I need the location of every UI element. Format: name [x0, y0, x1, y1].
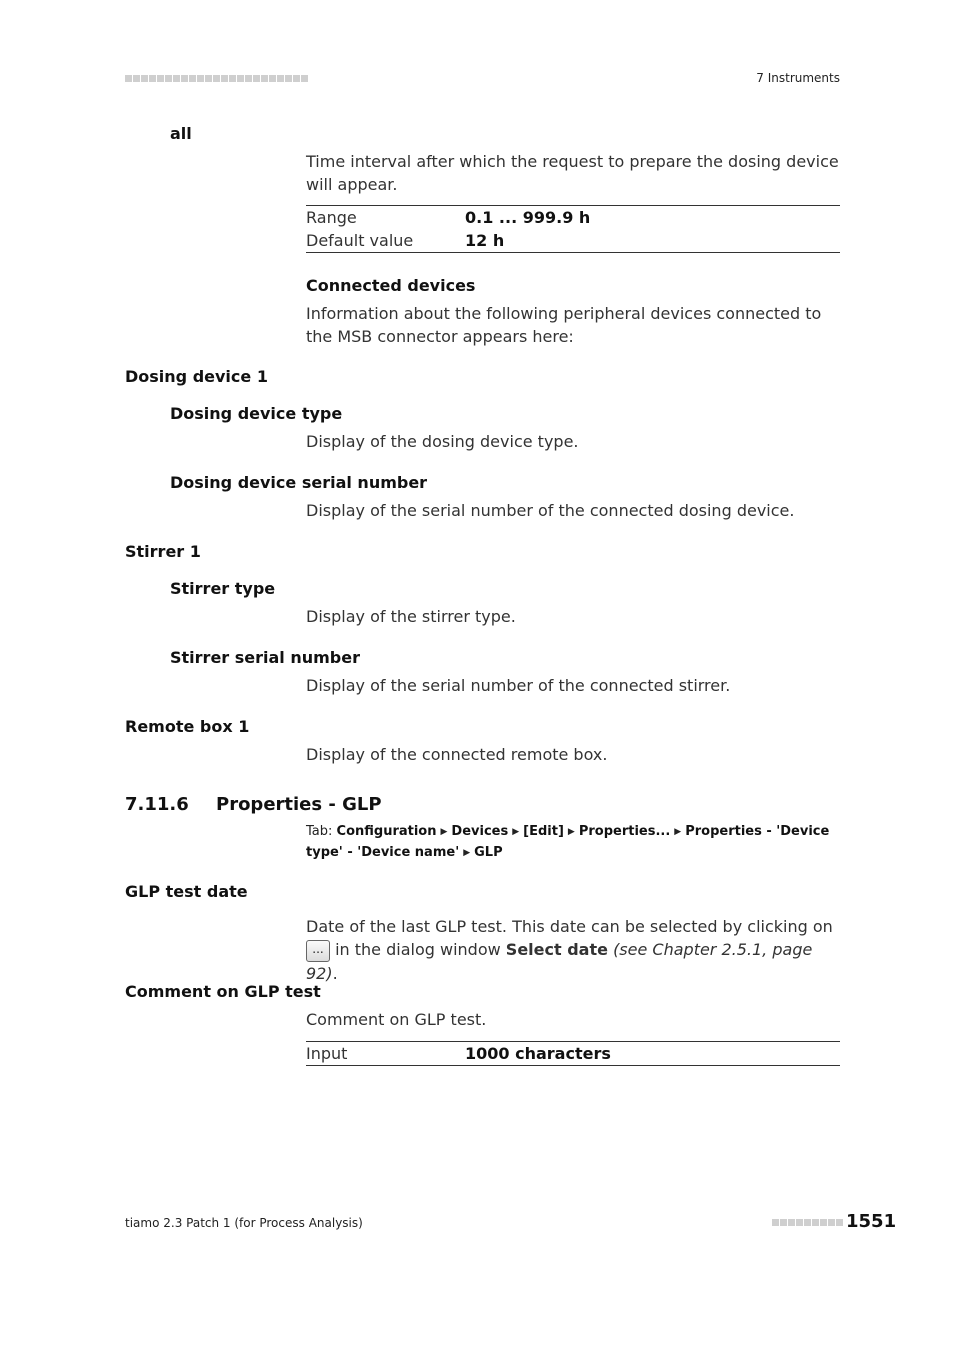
- stirrer-title: Stirrer 1: [125, 542, 201, 561]
- glp-desc-period: .: [332, 964, 338, 983]
- tab-path: [306, 822, 846, 864]
- dialog-name: Select date: [505, 940, 608, 959]
- stirrer-type-label: Stirrer type: [170, 579, 276, 598]
- dosing-device-serial-desc: Display of the serial number of the connected dosing device.: [306, 501, 795, 520]
- remote-box-title: Remote box 1: [125, 717, 250, 736]
- param-all-label: all: [170, 124, 192, 143]
- glp-test-date-title: GLP test date: [125, 882, 248, 901]
- path-arrow-icon: ▶: [512, 827, 520, 837]
- tab-prefix: Tab:: [306, 824, 333, 839]
- param-all-description: Time interval after which the request to prepare the dosing device will appear.: [306, 152, 839, 194]
- section-title: Properties - GLP: [216, 794, 382, 815]
- stirrer-type-desc: Display of the stirrer type.: [306, 607, 516, 626]
- comment-glp-title: Comment on GLP test: [125, 982, 321, 1001]
- footer-product: tiamo 2.3 Patch 1 (for Process Analysis): [125, 1216, 363, 1230]
- param-all-table: [306, 205, 840, 253]
- connected-devices-description: Information about the following peripheral devices connected to the MSB connector appears here:: [306, 304, 822, 346]
- path-arrow-icon: ▶: [674, 827, 682, 837]
- section-number: 7.11.6: [125, 794, 189, 815]
- glp-desc-part1: Date of the last GLP test. This date can be selected by clicking on: [306, 917, 833, 936]
- dosing-device-serial-label: Dosing device serial number: [170, 473, 428, 492]
- table-value: 12 h: [465, 231, 505, 250]
- connected-devices-title: Connected devices: [306, 276, 476, 295]
- dosing-device-type-label: Dosing device type: [170, 404, 343, 423]
- path-edit: [Edit]: [523, 824, 564, 839]
- remote-box-desc: Display of the connected remote box.: [306, 745, 608, 764]
- table-key: Range: [306, 208, 357, 227]
- table-key: Input: [306, 1044, 348, 1063]
- stirrer-serial-desc: Display of the serial number of the connected stirrer.: [306, 676, 731, 695]
- path-devices: Devices: [451, 824, 509, 839]
- footer-decoration: [772, 1219, 843, 1226]
- chapter-reference-link[interactable]: (see Chapter 2.5.1, page 92): [306, 940, 813, 983]
- table-row: [306, 1042, 840, 1065]
- table-value: 1000 characters: [465, 1044, 611, 1063]
- dosing-device-type-desc: Display of the dosing device type.: [306, 432, 579, 451]
- path-configuration: Configuration: [336, 824, 437, 839]
- table-key: Default value: [306, 231, 414, 250]
- table-row: [306, 229, 840, 252]
- path-arrow-icon: ▶: [440, 827, 448, 837]
- comment-glp-table: [306, 1041, 840, 1066]
- table-value: 0.1 ... 999.9 h: [465, 208, 591, 227]
- glp-test-date-desc: [306, 915, 846, 985]
- select-date-button[interactable]: ...: [306, 940, 330, 962]
- path-glp: GLP: [474, 845, 503, 860]
- path-arrow-icon: ▶: [463, 848, 471, 858]
- path-arrow-icon: ▶: [567, 827, 575, 837]
- dosing-device-title: Dosing device 1: [125, 367, 268, 386]
- path-properties: Properties...: [578, 824, 671, 839]
- glp-desc-part2: in the dialog window: [335, 940, 501, 959]
- stirrer-serial-label: Stirrer serial number: [170, 648, 360, 667]
- page-number: 1551: [846, 1211, 897, 1232]
- header-chapter: 7 Instruments: [756, 71, 840, 85]
- comment-glp-desc: Comment on GLP test.: [306, 1010, 487, 1029]
- header-decoration: [125, 75, 308, 82]
- table-row: [306, 206, 840, 229]
- path-properties-device: Properties - 'Device type' - 'Device name': [306, 824, 830, 860]
